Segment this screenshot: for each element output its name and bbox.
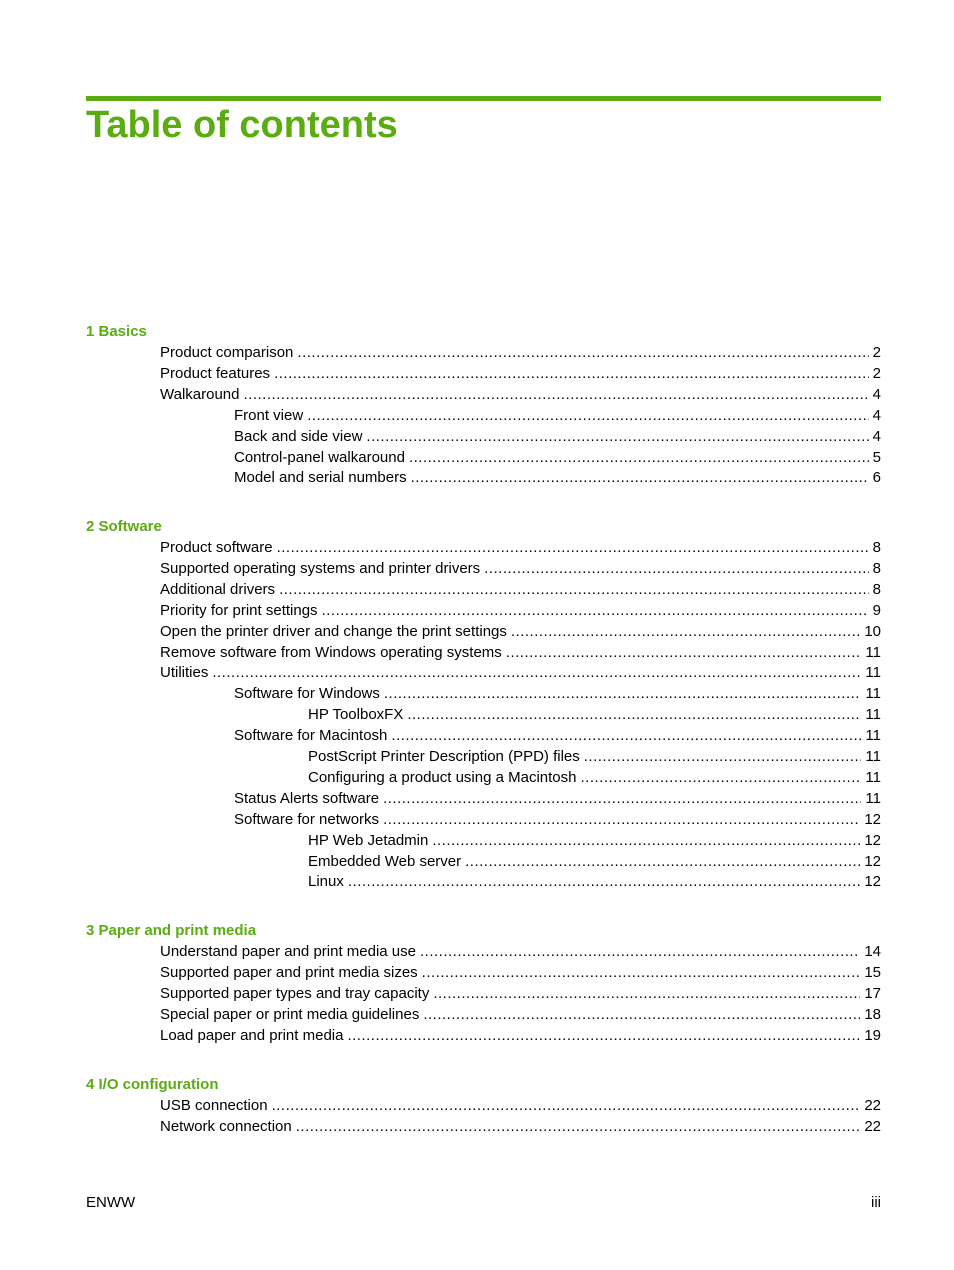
dot-leader — [411, 468, 869, 488]
toc-entry-page: 11 — [865, 643, 881, 661]
footer-page-number: iii — [871, 1194, 881, 1211]
dot-leader — [347, 1026, 860, 1046]
toc-entry-page: 18 — [864, 1005, 881, 1023]
toc-entry[interactable] — [160, 538, 881, 558]
toc-entry-page: 14 — [864, 943, 881, 960]
toc-entry-label: Software for Macintosh — [234, 727, 388, 745]
dot-leader — [243, 385, 868, 405]
dot-leader — [366, 427, 868, 447]
toc-entry-label: Special paper or print media guidelines — [160, 1005, 420, 1023]
chapter-heading[interactable]: 2 Software — [86, 518, 162, 535]
dot-leader — [212, 663, 861, 683]
toc-entry-label: Model and serial numbers — [234, 469, 407, 487]
toc-entry-label: Supported operating systems and printer drivers — [160, 559, 481, 577]
toc-entry[interactable] — [234, 427, 881, 447]
toc-entry[interactable] — [160, 663, 881, 683]
toc-entry-page: 6 — [872, 469, 881, 487]
chapter-heading[interactable]: 3 Paper and print media — [86, 922, 257, 939]
toc-entry[interactable] — [234, 789, 881, 809]
toc-entry[interactable] — [308, 872, 881, 892]
toc-entry[interactable] — [160, 963, 881, 983]
toc-entry[interactable] — [160, 1096, 881, 1116]
dot-leader — [433, 984, 860, 1004]
toc-entry-label: Additional drivers — [160, 580, 276, 598]
toc-entry-label: Product software — [160, 539, 273, 556]
toc-entry[interactable] — [160, 559, 881, 579]
toc-entry[interactable] — [234, 448, 881, 468]
toc-entry-label: Back and side view — [234, 427, 363, 445]
dot-leader — [274, 364, 869, 384]
toc-entry-page: 11 — [865, 768, 881, 786]
toc-entry-page: 19 — [864, 1026, 881, 1044]
toc-entry-page: 17 — [864, 984, 881, 1002]
toc-entry-label: Priority for print settings — [160, 601, 318, 619]
toc-entry-label: Network connection — [160, 1117, 292, 1135]
toc-entry[interactable] — [234, 406, 881, 426]
toc-entry-page: 2 — [872, 344, 881, 361]
dot-leader — [584, 747, 862, 767]
toc-entry-page: 22 — [864, 1097, 881, 1114]
toc-entry[interactable] — [160, 364, 881, 384]
dot-leader — [384, 684, 862, 704]
toc-entry-label: Open the printer driver and change the print settings — [160, 622, 507, 640]
toc-entry-label: Utilities — [160, 664, 209, 682]
toc-entry[interactable] — [234, 684, 881, 704]
toc-entry[interactable] — [308, 747, 881, 767]
toc-entry-page: 11 — [865, 727, 881, 745]
toc-entry-label: Configuring a product using a Macintosh — [308, 768, 577, 786]
toc-entry[interactable] — [160, 622, 881, 642]
dot-leader — [409, 448, 869, 468]
dot-leader — [423, 1005, 860, 1025]
toc-entry-page: 22 — [864, 1117, 881, 1135]
toc-entry-label: Load paper and print media — [160, 1026, 344, 1044]
dot-leader — [484, 559, 868, 579]
toc-entry[interactable] — [234, 810, 881, 830]
toc-entry[interactable] — [308, 768, 881, 788]
dot-leader — [432, 831, 860, 851]
dot-leader — [296, 1117, 861, 1137]
toc-entry[interactable] — [308, 831, 881, 851]
chapter-heading[interactable]: 1 Basics — [86, 323, 147, 340]
toc-entry-page: 11 — [865, 706, 881, 724]
dot-leader — [465, 852, 860, 872]
dot-leader — [506, 643, 862, 663]
toc-entry-page: 11 — [865, 685, 881, 703]
dot-leader — [348, 872, 860, 892]
toc-entry[interactable] — [160, 1005, 881, 1025]
dot-leader — [272, 1096, 861, 1116]
toc-entry[interactable] — [160, 984, 881, 1004]
dot-leader — [581, 768, 862, 788]
dot-leader — [407, 705, 861, 725]
toc-entry-label: Supported paper types and tray capacity — [160, 984, 430, 1002]
toc-entry[interactable] — [160, 580, 881, 600]
footer-left: ENWW — [86, 1194, 136, 1211]
dot-leader — [383, 810, 860, 830]
dot-leader — [422, 963, 861, 983]
toc-entry-label: Software for networks — [234, 810, 380, 828]
toc-entry-label: Walkaround — [160, 385, 240, 403]
dot-leader — [307, 406, 868, 426]
toc-entry-page: 11 — [865, 748, 881, 765]
toc-entry-label: Understand paper and print media use — [160, 943, 416, 960]
toc-entry-page: 5 — [872, 448, 881, 466]
toc-entry-page: 8 — [872, 580, 881, 598]
toc-entry[interactable] — [160, 643, 881, 663]
toc-entry-page: 4 — [872, 385, 881, 403]
toc-entry-label: Linux — [308, 873, 344, 891]
toc-entry[interactable] — [160, 1026, 881, 1046]
toc-entry[interactable] — [308, 705, 881, 725]
dot-leader — [511, 622, 860, 642]
toc-entry[interactable] — [160, 343, 881, 363]
toc-entry[interactable] — [160, 942, 881, 962]
chapter-heading[interactable]: 4 I/O configuration — [86, 1076, 219, 1093]
toc-entry-page: 12 — [864, 810, 881, 828]
toc-entry-label: Software for Windows — [234, 685, 380, 703]
toc-entry[interactable] — [160, 1117, 881, 1137]
toc-entry-page: 8 — [872, 559, 881, 577]
toc-entry-label: HP Web Jetadmin — [308, 831, 429, 849]
toc-entry-page: 12 — [864, 852, 881, 870]
toc-entry-label: PostScript Printer Description (PPD) files — [308, 748, 580, 765]
dot-leader — [420, 942, 860, 962]
toc-entry-page: 9 — [872, 601, 881, 619]
toc-entry[interactable] — [234, 468, 881, 488]
toc-entry-label: Front view — [234, 406, 304, 424]
toc-entry[interactable] — [234, 726, 881, 746]
toc-entry-page: 8 — [872, 539, 881, 556]
dot-leader — [279, 580, 869, 600]
dot-leader — [322, 601, 869, 621]
toc-entry-label: Product features — [160, 364, 271, 382]
toc-entry-page: 4 — [872, 427, 881, 445]
dot-leader — [277, 538, 869, 558]
toc-entry[interactable] — [160, 385, 881, 405]
toc-entry-label: Remove software from Windows operating systems — [160, 643, 502, 661]
toc-entry-page: 11 — [865, 789, 881, 807]
toc-entry-page: 10 — [864, 622, 881, 640]
toc-entry[interactable] — [160, 601, 881, 621]
toc-entry-page: 12 — [864, 873, 881, 891]
toc-entry-page: 15 — [864, 963, 881, 981]
page-title: Table of contents — [86, 104, 398, 146]
dot-leader — [391, 726, 861, 746]
toc-entry-label: HP ToolboxFX — [308, 706, 404, 724]
toc-entry[interactable] — [308, 852, 881, 872]
dot-leader — [383, 789, 861, 809]
toc-entry-page: 11 — [865, 664, 881, 682]
toc-entry-label: Control-panel walkaround — [234, 448, 405, 466]
toc-entry-label: Status Alerts software — [234, 789, 380, 807]
toc-entry-page: 2 — [872, 364, 881, 382]
toc-entry-label: Product comparison — [160, 344, 294, 361]
toc-entry-page: 12 — [864, 831, 881, 849]
dot-leader — [297, 343, 868, 363]
toc-entry-page: 4 — [872, 406, 881, 424]
toc-entry-label: Embedded Web server — [308, 852, 462, 870]
toc-entry-label: USB connection — [160, 1097, 268, 1114]
toc-entry-label: Supported paper and print media sizes — [160, 963, 418, 981]
